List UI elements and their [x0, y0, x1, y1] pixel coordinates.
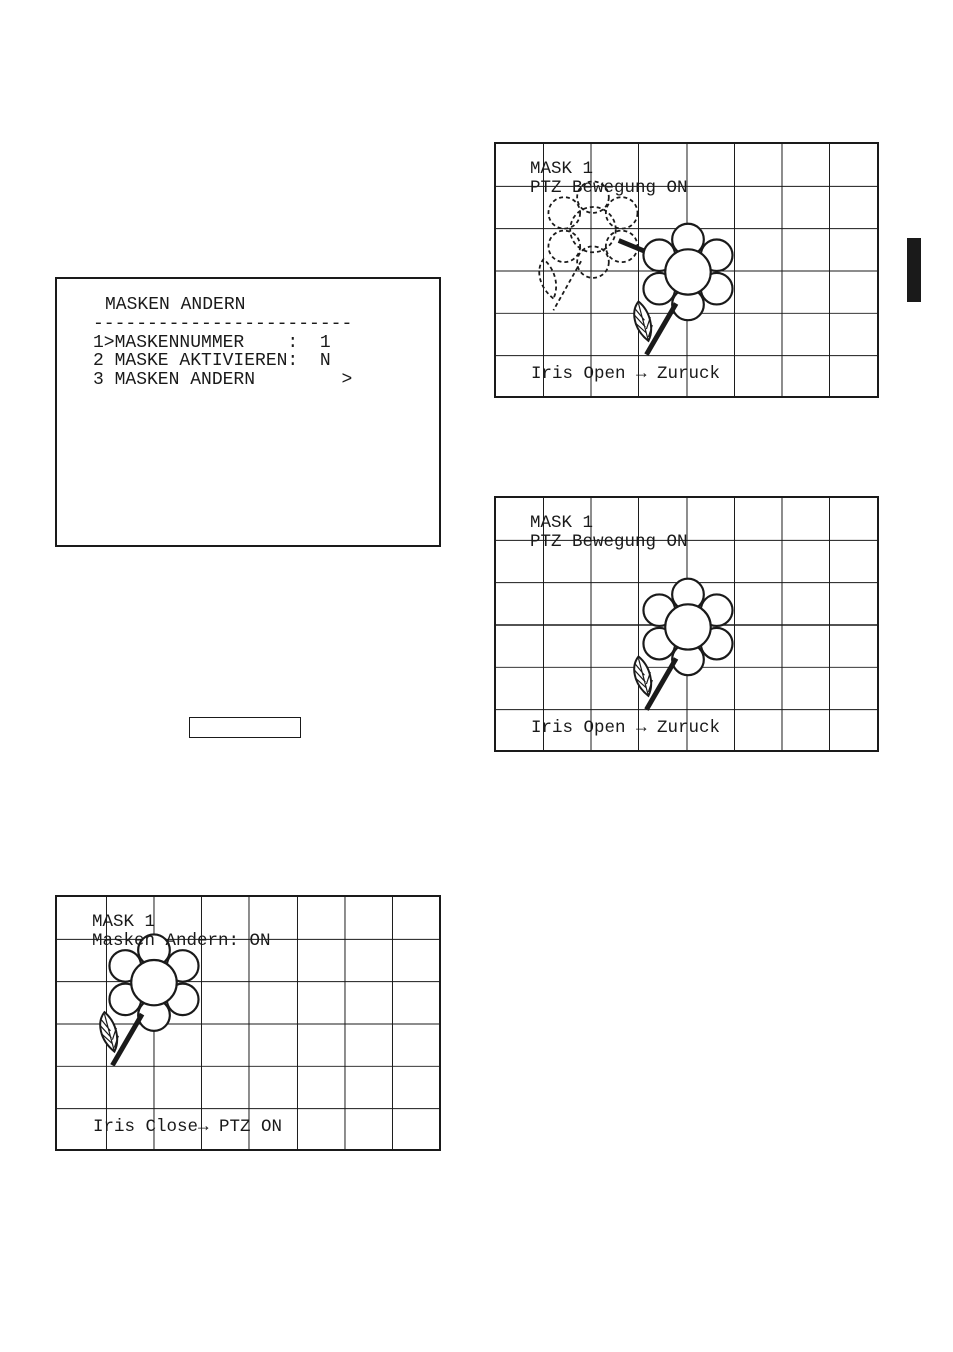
screen-mask-moving [494, 142, 879, 398]
flower-mask-icon [634, 579, 732, 710]
footer-hint: Iris Close→ PTZ ON [93, 1117, 283, 1137]
flower-mask-icon [634, 224, 732, 355]
menu-item-activate-mask[interactable]: 2 MASKE AKTIVIEREN: N [93, 351, 331, 371]
screen-mask-positioned [494, 496, 879, 752]
menu-title: MASKEN ANDERN [105, 295, 246, 315]
footer-hint: Iris Open → Zuruck [531, 718, 721, 738]
menu-item-mask-number[interactable]: 1>MASKENNUMMER : 1 [93, 333, 331, 353]
mask-label: MASK 1 [92, 912, 156, 932]
mask-label: MASK 1 [530, 513, 594, 533]
menu-screen [55, 277, 441, 547]
mask-label: MASK 1 [530, 159, 594, 179]
section-tab-marker [907, 238, 921, 302]
menu-item-edit-masks[interactable]: 3 MASKEN ANDERN > [93, 370, 353, 390]
menu-separator: ------------------------ [93, 314, 353, 334]
previous-mask-position [539, 181, 637, 310]
ptz-status: PTZ Bewegung ON [530, 178, 688, 198]
footer-hint: Iris Open → Zuruck [531, 364, 721, 384]
flower-mask-icon [100, 934, 198, 1065]
ptz-status: PTZ Bewegung ON [530, 532, 688, 552]
edit-status: Masken Andern: ON [92, 931, 271, 951]
screen-mask-edit [55, 895, 441, 1151]
blank-field [189, 717, 301, 738]
